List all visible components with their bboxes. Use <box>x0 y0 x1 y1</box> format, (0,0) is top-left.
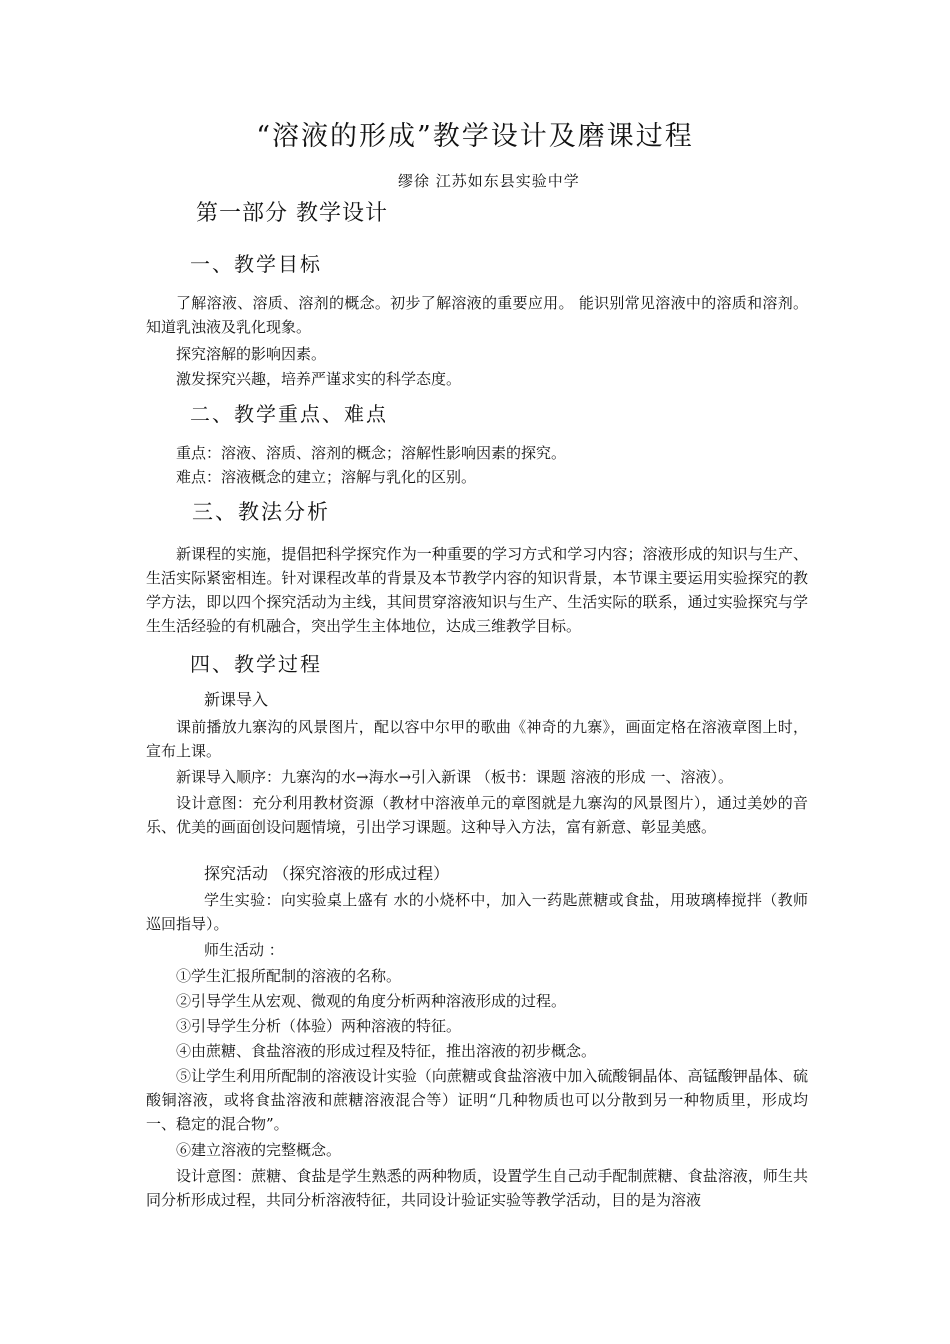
list-item: ⑥建立溶液的完整概念。 <box>176 1141 342 1159</box>
paragraph: 新课程的实施，提倡把科学探究作为一种重要的学习方式和学习内容；溶液形成的知识与生产、生活实际紧密相连。针对课程改革的背景及本节教学内容的知识背景，本节课主要运用实验探究的教学方法，即以四个探究活动为主线，其间贯穿溶液知识与生产、生活实际的联系，通过实验探究与学生生活经验的有机融合，突出学生主体地位，达成三维教学目标。 <box>146 545 808 635</box>
paragraph: 重点：溶液、溶质、溶剂的概念；溶解性影响因素的探究。 <box>176 444 567 462</box>
paragraph: 课前播放九寨沟的风景图片，配以容中尔甲的歌曲《神奇的九寨》，画面定格在溶液章图上时，宣布上课。 <box>146 718 808 760</box>
list-item: ①学生汇报所配制的溶液的名称。 <box>176 967 402 985</box>
subheading: 师生活动 ： <box>204 941 284 959</box>
paragraph: 激发探究兴趣，培养严谨求实的科学态度。 <box>176 370 462 388</box>
section-heading-process: 四、教学过程 <box>190 652 322 676</box>
paragraph: 设计意图：充分利用教材资源（教材中溶液单元的章图就是九寨沟的风景图片），通过美妙的音乐、优美的画面创设问题情境，引出学习课题。这种导入方法，富有新意、彰显美感。 <box>146 794 808 836</box>
part-heading: 第一部分 教学设计 <box>196 201 388 226</box>
list-item: ④由蔗糖、食盐溶液的形成过程及特征，推出溶液的初步概念。 <box>176 1042 597 1060</box>
list-item: ②引导学生从宏观、微观的角度分析两种溶液形成的过程。 <box>176 992 567 1010</box>
paragraph: 难点：溶液概念的建立；溶解与乳化的区别。 <box>176 468 477 486</box>
section-heading-objectives: 一、教学目标 <box>190 252 322 276</box>
paragraph: 设计意图：蔗糖、食盐是学生熟悉的两种物质，设置学生自己动手配制蔗糖、食盐溶液，师生共同分析形成过程，共同分析溶液特征，共同设计验证实验等教学活动，目的是为溶液 <box>146 1167 808 1209</box>
list-item: ⑤让学生利用所配制的溶液设计实验（向蔗糖或食盐溶液中加入硫酸铜晶体、高锰酸钾晶体、硫酸铜溶液，或将食盐溶液和蔗糖溶液混合等）证明“几种物质也可以分散到另一种物质里，形成均一、稳定的混合物”。 <box>146 1067 808 1133</box>
subheading: 探究活动 （探究溶液的形成过程） <box>204 864 450 883</box>
list-item: ③引导学生分析（体验）两种溶液的特征。 <box>176 1017 462 1035</box>
paragraph: 新课导入顺序：九寨沟的水→海水→引入新课 （板书：课题 溶液的形成 一、溶液）。 <box>176 768 733 786</box>
document-title: “溶液的形成”教学设计及磨课过程 <box>256 121 694 152</box>
section-heading-key-points: 二、教学重点、难点 <box>190 402 388 426</box>
author-line: 缪徐 江苏如东县实验中学 <box>398 172 580 190</box>
paragraph: 学生实验：向实验桌上盛有 水的小烧杯中，加入一药匙蔗糖或食盐，用玻璃棒搅拌（教师巡回指导）。 <box>146 891 808 933</box>
subheading: 新课导入 <box>204 690 269 709</box>
section-heading-method: 三、教法分析 <box>192 500 330 524</box>
paragraph: 探究溶解的影响因素。 <box>176 345 327 363</box>
paragraph: 了解溶液、溶质、溶剂的概念。初步了解溶液的重要应用。 能识别常见溶液中的溶质和溶剂。知道乳浊液及乳化现象。 <box>146 294 808 336</box>
